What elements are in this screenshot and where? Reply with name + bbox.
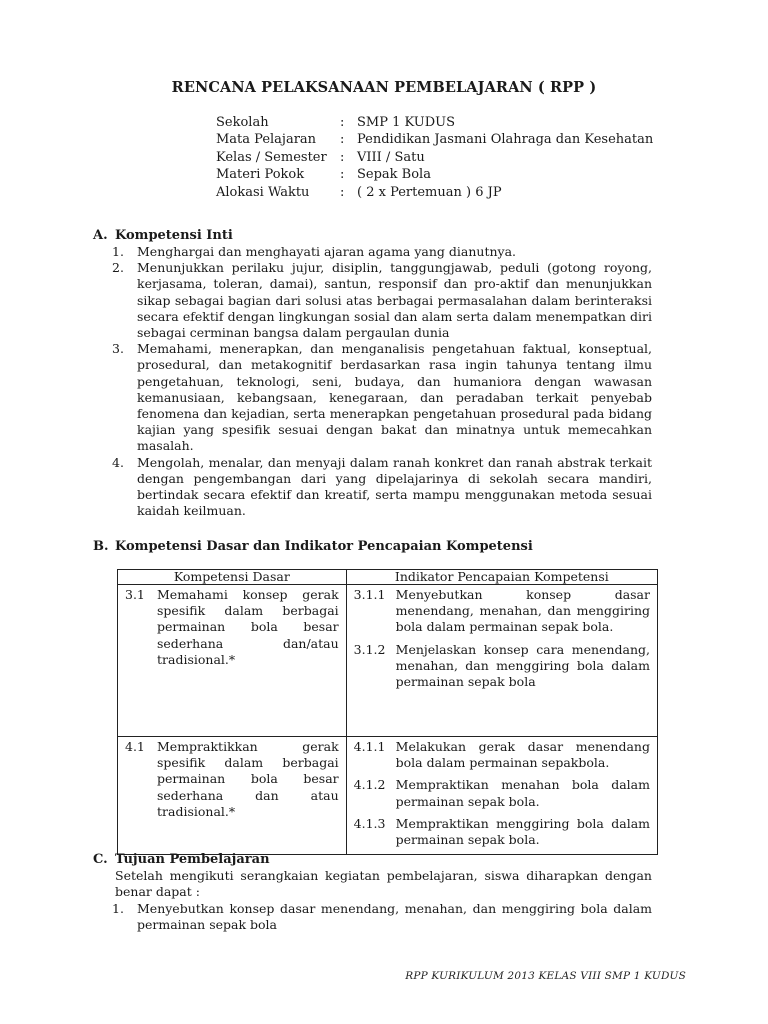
indicator-text: Menjelaskan konsep cara menendang, menahan, dan menggiring bola dalam permainan sepak bola bbox=[395, 641, 650, 690]
section-c-heading bbox=[93, 852, 270, 867]
list-number: 4. bbox=[112, 454, 124, 470]
kd-code: 3.1 bbox=[125, 587, 145, 602]
meta-value: Pendidikan Jasmani Olahraga dan Kesehatan bbox=[357, 132, 654, 148]
list-number: 3. bbox=[112, 341, 124, 357]
table-row bbox=[118, 737, 658, 855]
meta-colon: : bbox=[340, 184, 345, 200]
section-letter: A. bbox=[93, 228, 108, 243]
meta-colon: : bbox=[340, 149, 345, 165]
meta-colon: : bbox=[340, 132, 345, 148]
list-text: Menunjukkan perilaku jujur, disiplin, tanggungjawab, peduli (gotong royong, kerjasama, toleran, damai), santun, responsif dan pro-aktif dan menunjukkan sikap sebagai bagian dari solusi atas berbagai permasalahan dalam berinteraksi secara efektif dengan lingkungan sosial dan alam serta dalam menempatkan diri sebagai cerminan bangsa dalam pergaulan dunia bbox=[137, 260, 652, 341]
indicator-cell bbox=[346, 737, 657, 855]
table-header-kd: Kompetensi Dasar bbox=[118, 570, 347, 585]
meta-label: Materi Pokok bbox=[216, 167, 305, 183]
meta-colon: : bbox=[340, 167, 345, 183]
indicator-code: 3.1.1 bbox=[353, 587, 386, 602]
meta-label: Kelas / Semester bbox=[216, 149, 327, 165]
page-title: RENCANA PELAKSANAAN PEMBELAJARAN ( RPP ) bbox=[171, 79, 597, 96]
meta-value: SMP 1 KUDUS bbox=[357, 115, 455, 130]
meta-value: Sepak Bola bbox=[357, 167, 431, 183]
indicator-item bbox=[348, 586, 656, 637]
meta-colon: : bbox=[340, 115, 345, 130]
list-text: Menghargai dan menghayati ajaran agama yang dianutnya. bbox=[137, 244, 517, 259]
identity-block bbox=[216, 114, 736, 201]
kd-text: Mempraktikkan gerak spesifik dalam berbagai permainan bola besar sederhana dan atau tradisional.* bbox=[157, 739, 339, 819]
list-item bbox=[112, 455, 652, 520]
meta-value: VIII / Satu bbox=[357, 149, 425, 165]
indicator-item bbox=[348, 815, 656, 849]
indicator-code: 4.1.2 bbox=[353, 777, 386, 793]
list-text: Mengolah, menalar, dan menyaji dalam ranah konkret dan ranah abstrak terkait dengan pengembangan dari yang dipelajarinya di sekolah secara mandiri, bertindak secara efektif dan kreatif, serta mampu menggunakan metoda sesuai kaidah keilmuan. bbox=[137, 454, 652, 519]
meta-label: Mata Pelajaran bbox=[216, 132, 317, 148]
list-number: 2. bbox=[112, 260, 124, 276]
list-item bbox=[112, 244, 652, 260]
list-item bbox=[112, 341, 652, 454]
kd-cell bbox=[118, 585, 347, 737]
indicator-code: 4.1.3 bbox=[353, 815, 386, 831]
section-a-heading bbox=[93, 228, 233, 243]
core-competency-list bbox=[112, 244, 652, 519]
indicator-text: Melakukan gerak dasar menendang bola dalam permainan sepakbola. bbox=[395, 739, 650, 771]
meta-row-topic bbox=[216, 166, 736, 183]
kd-code: 4.1 bbox=[125, 739, 145, 754]
list-number: 1. bbox=[112, 901, 124, 916]
kd-text: Memahami konsep gerak spesifik dalam berbagai permainan bola besar sederhana dan/atau tradisional.* bbox=[157, 587, 339, 667]
list-item bbox=[112, 901, 652, 933]
indicator-code: 3.1.2 bbox=[353, 641, 386, 657]
meta-value: ( 2 x Pertemuan ) 6 JP bbox=[357, 184, 502, 200]
meta-row-school bbox=[216, 114, 736, 131]
indicator-text: Mempraktikan menahan bola dalam permainan sepak bola. bbox=[395, 777, 650, 809]
list-text: Menyebutkan konsep dasar menendang, menahan, dan menggiring bola dalam permainan sepak bola bbox=[137, 901, 652, 933]
kd-cell bbox=[118, 737, 347, 855]
indicator-cell bbox=[346, 585, 657, 737]
indicator-item bbox=[348, 738, 656, 772]
meta-row-subject bbox=[216, 131, 736, 148]
list-text: Memahami, menerapkan, dan menganalisis pengetahuan faktual, konseptual, prosedural, dan metakognitif berdasarkan rasa ingin tahunya tentang ilmu pengetahuan, teknologi, seni, budaya, dan humaniora dengan wawasan kemanusiaan, kebangsaan, kenegaraan, dan peradaban terkait penyebab fenomena dan kejadian, serta menerapkan pengetahuan prosedural pada bidang kajian yang spesifik sesuai dengan bakat dan minatnya untuk memecahkan masalah. bbox=[137, 341, 652, 454]
indicator-text: Mempraktikan menggiring bola dalam permainan sepak bola. bbox=[395, 815, 650, 848]
section-title: Kompetensi Inti bbox=[115, 228, 233, 243]
meta-row-time bbox=[216, 184, 736, 201]
meta-label: Sekolah bbox=[216, 115, 269, 130]
list-item bbox=[112, 260, 652, 341]
list-number: 1. bbox=[112, 244, 124, 259]
section-letter: C. bbox=[93, 852, 108, 867]
page-footer: RPP KURIKULUM 2013 KELAS VIII SMP 1 KUDUS bbox=[405, 970, 686, 982]
meta-row-class bbox=[216, 149, 736, 166]
section-letter: B. bbox=[93, 539, 109, 554]
objectives-intro: Setelah mengikuti serangkaian kegiatan pembelajaran, siswa diharapkan dengan benar dapat : bbox=[115, 868, 652, 900]
indicator-item bbox=[348, 641, 656, 692]
section-title: Tujuan Pembelajaran bbox=[115, 852, 270, 867]
section-b-heading bbox=[93, 539, 533, 554]
objectives-list bbox=[112, 901, 652, 933]
table-header-row bbox=[118, 570, 658, 585]
meta-label: Alokasi Waktu bbox=[216, 184, 310, 200]
table-header-ipk: Indikator Pencapaian Kompetensi bbox=[346, 570, 657, 585]
indicator-code: 4.1.1 bbox=[353, 739, 386, 754]
section-title: Kompetensi Dasar dan Indikator Pencapaian Kompetensi bbox=[115, 539, 533, 554]
competency-table bbox=[117, 569, 658, 855]
indicator-item bbox=[348, 776, 656, 810]
table-row bbox=[118, 585, 658, 737]
indicator-text: Menyebutkan konsep dasar menendang, menahan, dan menggiring bola dalam permainan sepak bola. bbox=[395, 587, 650, 635]
